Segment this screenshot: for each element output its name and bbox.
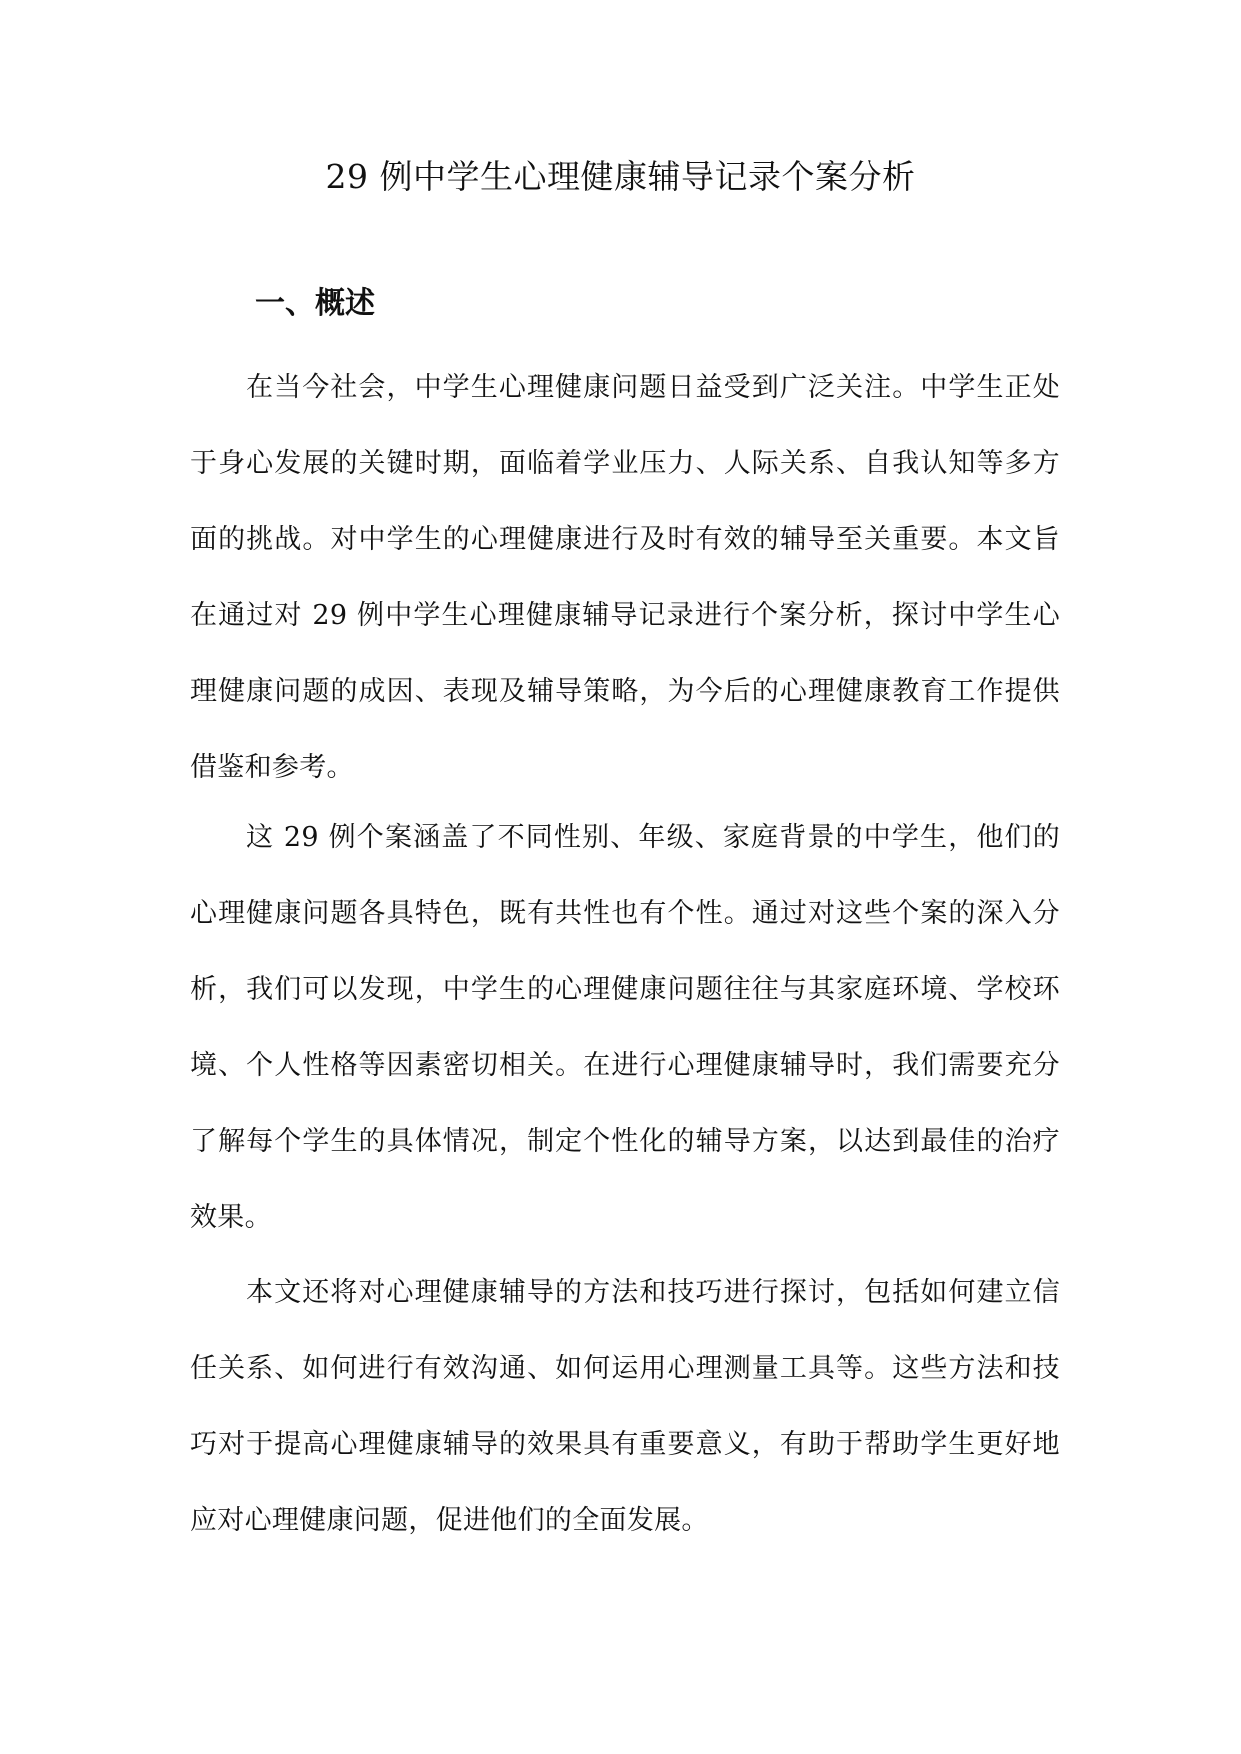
paragraph-3: 本文还将对心理健康辅导的方法和技巧进行探讨，包括如何建立信任关系、如何进行有效沟通、如何运用心理测量工具等。这些方法和技巧对于提高心理健康辅导的效果具有重要意义，有助于帮助学生更好地应对心理健康问题，促进他们的全面发展。 bbox=[190, 1277, 1060, 1536]
paragraph-2: 这 29 例个案涵盖了不同性别、年级、家庭背景的中学生，他们的心理健康问题各具特色，既有共性也有个性。通过对这些个案的深入分析，我们可以发现，中学生的心理健康问题往往与其家庭环境、学校环境、个人性格等因素密切相关。在进行心理健康辅导时，我们需要充分了解每个学生的具体情况，制定个性化的辅导方案，以达到最佳的治疗效果。 bbox=[190, 822, 1060, 1233]
paragraph-1: 在当今社会，中学生心理健康问题日益受到广泛关注。中学生正处于身心发展的关键时期，面临着学业压力、人际关系、自我认知等多方面的挑战。对中学生的心理健康进行及时有效的辅导至关重要。本文旨在通过对 29 例中学生心理健康辅导记录进行个案分析，探讨中学生心理健康问题的成因、表现及辅导策略，为今后的心理健康教育工作提供借鉴和参考。 bbox=[190, 372, 1060, 783]
document-title: 29 例中学生心理健康辅导记录个案分析 bbox=[325, 157, 916, 196]
section-heading-overview: 一、概述 bbox=[255, 286, 375, 321]
